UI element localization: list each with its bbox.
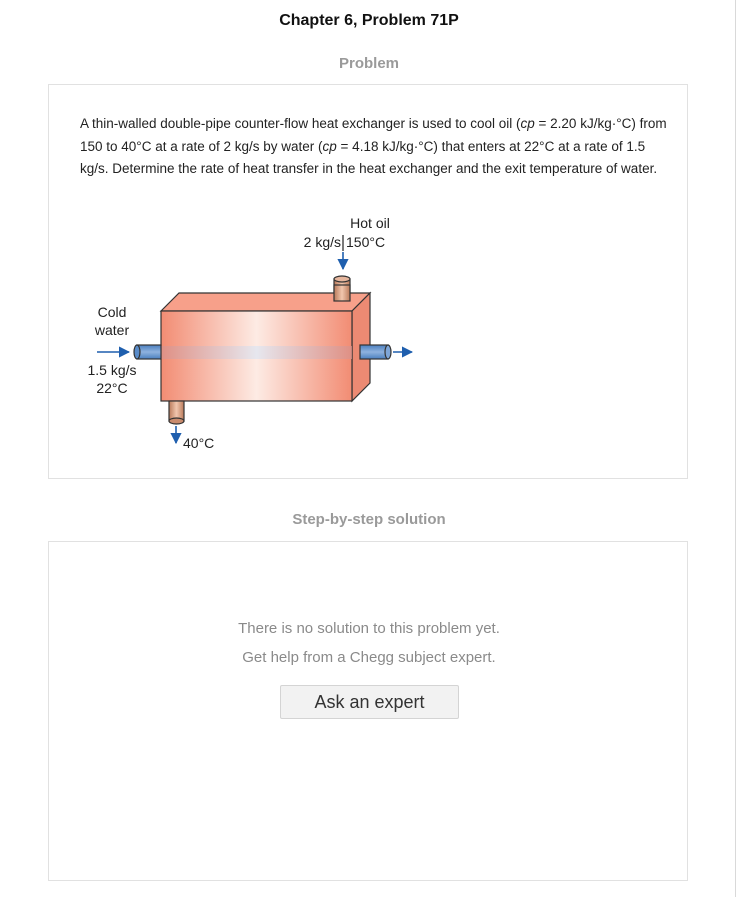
- page-right-divider: [735, 0, 736, 897]
- hot-oil-label: Hot oil: [350, 215, 390, 231]
- heat-exchanger-figure: [79, 213, 439, 453]
- statement-part-1: A thin-walled double-pipe counter-flow heat exchanger is used to cool oil (: [80, 116, 521, 131]
- cold-water-label-line1: Cold: [97, 304, 127, 320]
- problem-panel: [48, 84, 688, 479]
- oil-outlet-pipe-opening: [169, 418, 184, 424]
- water-temp-label: 22°C: [96, 380, 128, 396]
- cold-water-label-line2: water: [94, 322, 130, 338]
- page-title: Chapter 6, Problem 71P: [279, 12, 459, 29]
- no-solution-message: There is no solution to this problem yet.: [238, 620, 500, 637]
- problem-section-label: Problem: [338, 55, 399, 72]
- oil-inlet-pipe-lower: [334, 285, 350, 301]
- solution-section-label: Step-by-step solution: [292, 511, 446, 528]
- water-inlet-pipe-opening: [134, 345, 140, 359]
- problem-statement: [80, 113, 670, 181]
- ask-an-expert-button[interactable]: Ask an expert: [280, 685, 459, 719]
- water-outlet-pipe-opening: [385, 345, 391, 359]
- hot-oil-temp-label: 150°C: [346, 234, 386, 250]
- water-outlet-pipe: [360, 345, 388, 359]
- oil-inlet-pipe-opening: [334, 276, 350, 282]
- cp-water-symbol: cp: [322, 138, 337, 154]
- expert-help-message: Get help from a Chegg subject expert.: [242, 649, 496, 666]
- hot-oil-rate-label: 2 kg/s: [303, 234, 341, 250]
- inner-tube: [161, 346, 352, 359]
- solution-panel: [48, 541, 688, 881]
- statement-part-3: = 4.18 kJ/kg·°C) that enters at 22°C at a rate of 1.5 kg/s. Determine the rate of heat transfer in the heat exchanger and the exit temperature of water.: [80, 138, 658, 176]
- water-inlet-pipe: [137, 345, 161, 359]
- water-rate-label: 1.5 kg/s: [87, 362, 137, 378]
- oil-exit-temp-label: 40°C: [183, 435, 215, 451]
- cp-oil-symbol: cp: [520, 116, 535, 131]
- statement-part-2: = 2.20 kJ/kg·°C) from 150 to 40°C at a rate of 2 kg/s by water (: [80, 116, 667, 154]
